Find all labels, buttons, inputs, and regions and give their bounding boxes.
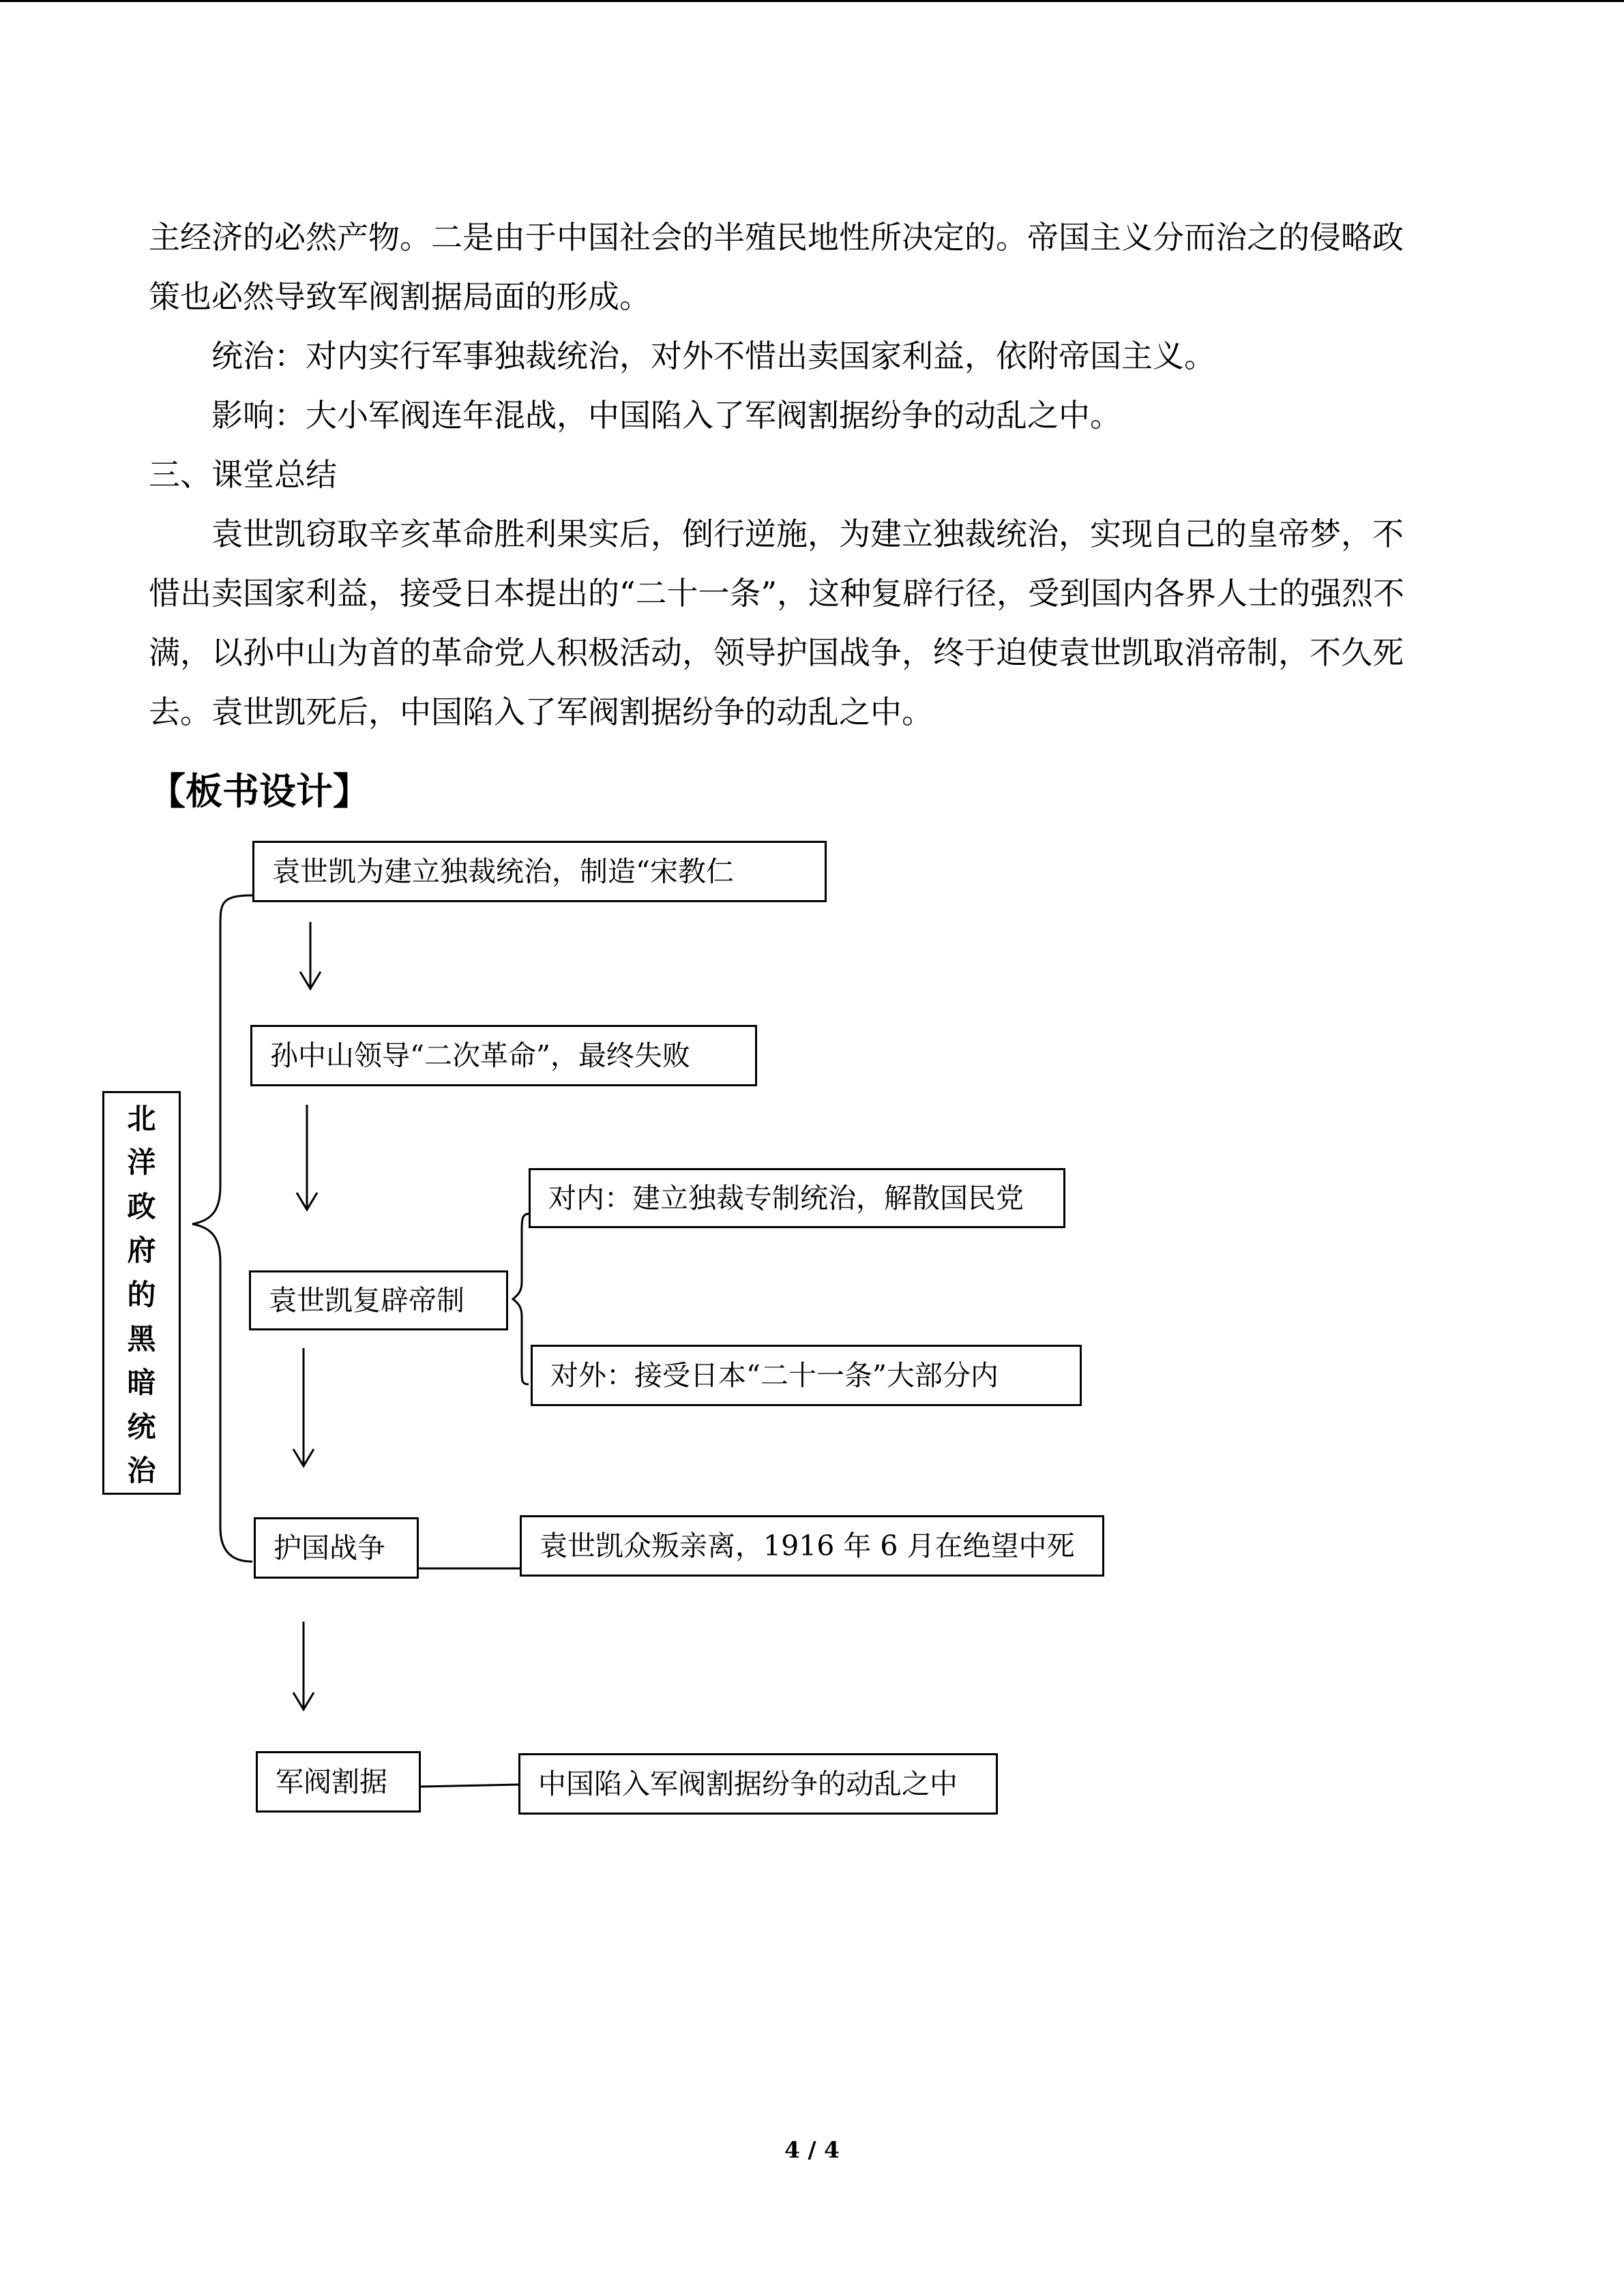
box-foreign-policy: 对外：接受日本“二十一条”大部分内 xyxy=(531,1345,1082,1406)
root-char: 暗 xyxy=(127,1366,156,1400)
root-char: 洋 xyxy=(127,1146,156,1180)
paragraph-rule-line: 统治：对内实行军事独裁统治，对外不惜出卖国家利益，依附帝国主义。 xyxy=(211,338,1215,374)
page-number: 4 / 4 xyxy=(784,2136,840,2163)
box-song-jiaoren: 袁世凯为建立独裁统治，制造“宋教仁 xyxy=(252,841,827,902)
summary-line-1: 袁世凯窃取辛亥革命胜利果实后，倒行逆施，为建立独裁统治，实现自己的皇帝梦，不 xyxy=(211,516,1404,552)
box-domestic-rule: 对内：建立独裁专制统治，解散国民党 xyxy=(529,1168,1065,1228)
root-char: 府 xyxy=(127,1234,156,1268)
summary-line-2: 惜出卖国家利益，接受日本提出的“二十一条”，这种复辟行径，受到国内各界人士的强烈不 xyxy=(149,575,1405,612)
box-national-protection-war: 护国战争 xyxy=(254,1517,419,1579)
section-summary-title: 三、课堂总结 xyxy=(149,456,337,493)
root-char: 统 xyxy=(127,1410,156,1444)
box-yuan-death: 袁世凯众叛亲离，1916 年 6 月在绝望中死 xyxy=(520,1515,1104,1577)
summary-line-4: 去。袁世凯死后，中国陷入了军阀割据纷争的动乱之中。 xyxy=(149,694,933,730)
root-char: 的 xyxy=(127,1277,156,1311)
box-restore-monarchy: 袁世凯复辟帝制 xyxy=(249,1270,508,1330)
paragraph-line-2: 策也必然导致军阀割据局面的形成。 xyxy=(149,278,651,315)
box-warlord-separatism: 军阀割据 xyxy=(256,1751,421,1813)
paragraph-line-1: 主经济的必然产物。二是由于中国社会的半殖民地性所决定的。帝国主义分而治之的侵略政 xyxy=(149,219,1404,256)
board-design-heading: 【板书设计】 xyxy=(149,769,370,813)
summary-line-3: 满，以孙中山为首的革命党人积极活动，领导护国战争，终于迫使袁世凯取消帝制，不久死 xyxy=(149,634,1404,671)
root-char: 治 xyxy=(127,1454,156,1488)
root-char: 政 xyxy=(127,1189,156,1223)
diagram-root-box xyxy=(102,1091,181,1495)
box-second-revolution: 孙中山领导“二次革命”，最终失败 xyxy=(250,1025,757,1086)
root-char: 北 xyxy=(127,1101,156,1135)
box-warlord-chaos: 中国陷入军阀割据纷争的动乱之中 xyxy=(518,1753,998,1815)
root-char: 黑 xyxy=(127,1322,156,1356)
paragraph-influence-line: 影响：大小军阀连年混战，中国陷入了军阀割据纷争的动乱之中。 xyxy=(211,397,1121,434)
